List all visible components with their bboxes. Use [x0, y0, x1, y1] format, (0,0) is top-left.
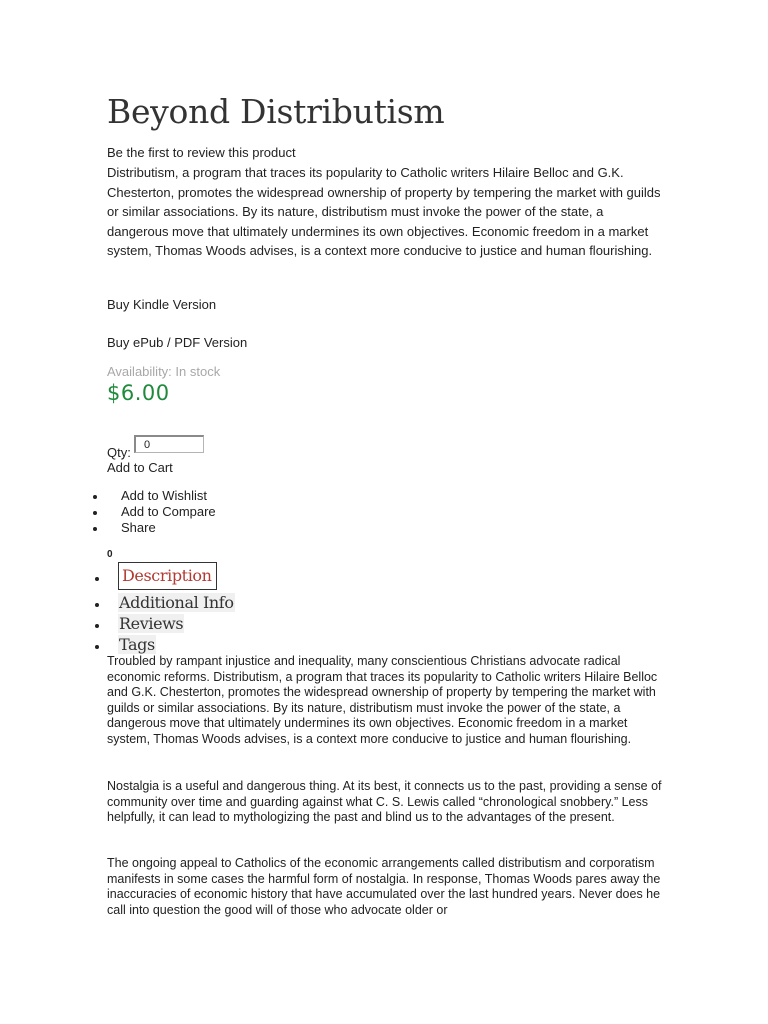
add-to-compare-link[interactable]: Add to Compare: [107, 504, 216, 520]
qty-label: Qty:: [107, 445, 131, 460]
tab-additional-info[interactable]: Additional Info: [119, 593, 234, 612]
availability-status: Availability: In stock: [107, 364, 221, 379]
price: $6.00: [107, 381, 170, 405]
description-paragraph: Troubled by rampant injustice and inequality, many conscientious Christians advocate radical economic reforms. Distributism, a program that traces its popularity to Catholic writers Hilaire Belloc and G.K. Chesterton, promotes the widespread ownership of property by tempering the market with guilds or similar associations. By its nature, distributism must invoke the power of the state, a dangerous move that ultimately undermines its own objectives. Economic freedom in a market system, Thomas Woods advises, is a context more conducive to justice and human flourishing.: [107, 654, 658, 746]
tab-description[interactable]: Description: [118, 562, 217, 590]
add-to-wishlist-link[interactable]: Add to Wishlist: [107, 488, 216, 504]
tab-description-item: [118, 562, 235, 593]
share-count: 0: [107, 549, 113, 560]
tab-tags[interactable]: Tags: [119, 635, 155, 654]
tab-additional-info-item: [118, 593, 235, 614]
description-paragraph: The ongoing appeal to Catholics of the economic arrangements called distributism and corporatism manifests in some cases the harmful form of nostalgia. In response, Thomas Woods pares away the inaccuracies of economic history that have accumulated over the last hundred years. Never does he call into question the good will of those who advocate older or: [107, 856, 661, 917]
buy-epub-pdf-link[interactable]: Buy ePub / PDF Version: [107, 335, 248, 350]
product-tabs: [118, 562, 235, 656]
tab-reviews-item: [118, 614, 235, 635]
tab-tags-item: [118, 635, 235, 656]
buy-kindle-link[interactable]: Buy Kindle Version: [107, 297, 217, 312]
tab-reviews[interactable]: Reviews: [119, 614, 184, 633]
review-link[interactable]: Be the first to review this product: [107, 145, 296, 160]
share-link[interactable]: Share: [107, 520, 216, 536]
product-actions: [107, 488, 216, 536]
quantity-row: [107, 435, 307, 459]
description-paragraph: Nostalgia is a useful and dangerous thing. At its best, it connects us to the past, providing a sense of community over time and guarding against what C. S. Lewis called “chronological snobbery.” Less helpfully, it can lead to mythologizing the past and blind us to the advantages of the present.: [107, 779, 662, 825]
page-title: Beyond Distributism: [107, 92, 445, 131]
product-intro: Distributism, a program that traces its popularity to Catholic writers Hilaire Belloc and G.K. Chesterton, promotes the widespread ownership of property by tempering the market with guilds or similar associations. By its nature, distributism must invoke the power of the state, a dangerous move that ultimately undermines its own objectives. Economic freedom in a market system, Thomas Woods advises, is a context more conducive to justice and human flourishing.: [107, 165, 661, 258]
qty-input[interactable]: [134, 435, 204, 453]
add-to-cart-button[interactable]: Add to Cart: [107, 460, 173, 475]
